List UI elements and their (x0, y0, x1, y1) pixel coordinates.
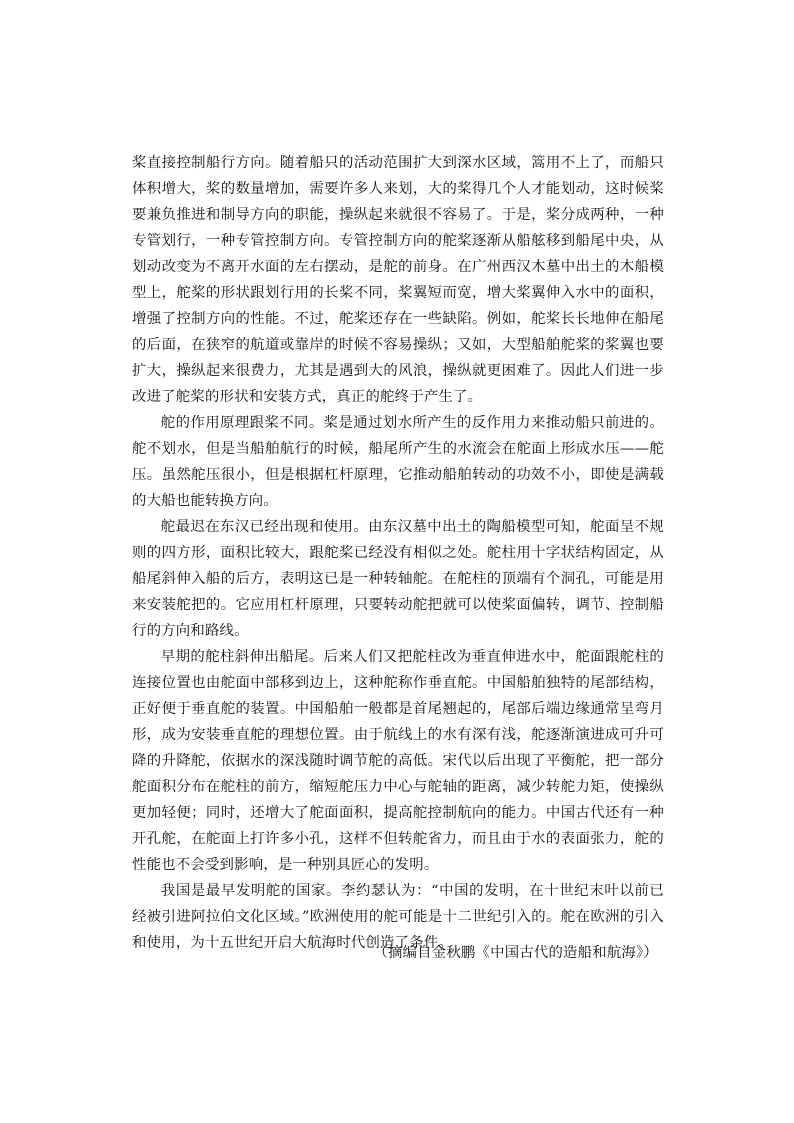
paragraph-1: 桨直接控制船行方向。随着船只的活动范围扩大到深水区域，篙用不上了，而船只体积增大，桨的数量增加，需要许多人来划，大的桨得几个人才能划动，这时候桨要兼负推进和制导方向的职能，操纵起来就很不容易了。于是，桨分成两种，一种专管划行，一种专管控制方向。专管控制方向的舵桨逐渐从船舷移到船尾中央，从划动改变为不离开水面的左右摆动，是舵的前身。在广州西汉木墓中出土的木船模型上，舵桨的形状跟划行用的长桨不同，桨翼短而宽，增大桨翼伸入水中的面积，增强了控制方向的性能。不过，舵桨还存在一些缺陷。例如，舵桨长长地伸在船尾的后面，在狭窄的航道或靠岸的时候不容易操纵；又如，大型船舶舵桨的桨翼也要扩大，操纵起来很费力，尤其是遇到大的风浪，操纵就更困难了。因此人们进一步改进了舵桨的形状和安装方式，真正的舵终于产生了。 (132, 155, 664, 405)
paragraph-5: 我国是最早发明舵的国家。李约瑟认为：“中国的发明，在十世纪末叶以前已经被引进阿拉伯文化区域。”欧洲使用的舵可能是十二世纪引入的。舵在欧洲的引入和使用，为十五世纪开启大航海时代创造了条件。 (132, 883, 664, 951)
article-body (132, 150, 664, 956)
source-citation: （摘编自金秋鹏《中国古代的造船和航海》） (373, 945, 658, 961)
paragraph-3: 舵最迟在东汉已经出现和使用。由东汉墓中出土的陶船模型可知，舵面呈不规则的四方形，面积比较大，跟舵桨已经没有相似之处。舵柱用十字状结构固定，从船尾斜伸入船的后方，表明这已是一种转轴舵。在舵柱的顶端有个洞孔，可能是用来安装舵把的。它应用杠杆原理，只要转动舵把就可以使桨面偏转，调节、控制船行的方向和路线。 (132, 519, 664, 639)
paragraph-2: 舵的作用原理跟桨不同。桨是通过划水所产生的反作用力来推动船只前进的。舵不划水，但是当船舶航行的时候，船尾所产生的水流会在舵面上形成水压——舵压。虽然舵压很小，但是根据杠杆原理，它推动船舶转动的功效不小，即使是满载的大船也能转换方向。 (132, 415, 664, 509)
paragraph-4: 早期的舵柱斜伸出船尾。后来人们又把舵柱改为垂直伸进水中，舵面跟舵柱的连接位置也由舵面中部移到边上，这种舵称作垂直舵。中国船舶独特的尾部结构，正好便于垂直舵的装置。中国船舶一般都是首尾翘起的，尾部后端边缘通常呈弯月形，成为安装垂直舵的理想位置。由于航线上的水有深有浅，舵逐渐演进成可升可降的升降舵，依据水的深浅随时调节舵的高低。宋代以后出现了平衡舵，把一部分舵面积分布在舵柱的前方，缩短舵压力中心与舵轴的距离，减少转舵力矩，使操纵更加轻便；同时，还增大了舵面面积，提高舵控制航向的能力。中国古代还有一种开孔舵，在舵面上打许多小孔，这样不但转舵省力，而且由于水的表面张力，舵的性能也不会受到影响，是一种别具匠心的发明。 (132, 649, 664, 873)
